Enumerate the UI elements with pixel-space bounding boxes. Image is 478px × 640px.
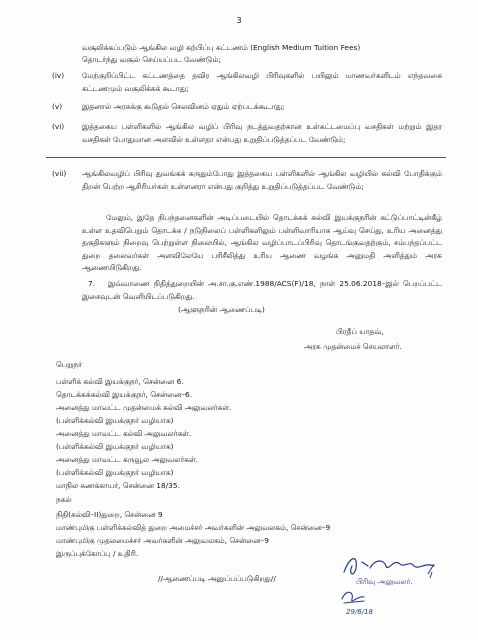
copy-line: நிதி(கல்வி–II)துறை, சென்னை 9 [56,510,163,519]
forwarded-note: //ஆணைப்படி அனுப்பப்படுகிறது// [158,574,276,583]
recipient-line: (பள்ளிக்கல்வி இயக்குநர் வழியாக) [56,442,174,451]
stamp-date: 29/6/18 [346,608,373,616]
intro-line-1: வசூலிக்கப்படும் ஆங்கில வழி கற்பிப்பு கட்டணம் (English Medium Tuition Fees) [82,43,361,52]
copy-heading: நகல் [56,495,72,504]
item-vii-text: ஆங்கிலவழிப் பிரிவு துவங்கக் கருதும்போது இத்தகைய பள்ளிகளில் ஆங்கில வழியில் கல்வி போதிக்கும் திறன் பெற்ற ஆசிரியர்கள் உள்ளனரா என்பது குறித்து உறுதிப்படுத்தப்பட வேண்டும்; [82,169,442,191]
recipient-line: மாநில கணக்காயர், சென்னை 18/35. [56,481,180,490]
item-number-v: (v) [52,102,63,111]
signatory-name: பிரதீப் யாதவ், [336,327,384,336]
item-vi-text: இத்தகைய பள்ளிகளில் ஆங்கில வழிப் பிரிவு நடத்துவதற்கான உள்கட்டமைப்பு வசதிகள் மற்றும் இதர வசதிகள் போதுமான அளவில் உள்ளதா என்பது உறுதிப்படுத்தப்பட வேண்டும்; [82,122,442,144]
recipient-line: (பள்ளிக்கல்வி இயக்குநர் வழியாக) [56,468,174,477]
recipients-heading: பெறுநர் [56,360,83,369]
signatory-title: அரசு முதன்மைச் செயலாளர். [304,342,402,351]
item-number-vii: (vii) [52,169,67,178]
recipient-line: தொடக்கக்கல்வி இயக்குநர், சென்னை–6. [56,390,193,399]
section-divider [46,157,446,158]
paragraph-7-number: 7. [88,279,96,288]
item-number-vi: (vi) [52,122,65,131]
paragraph-7-text: இவ்வாணை நிதித்துறையின் அ.சா.கு.எண்.1988/ACS(F)/18, நாள் 25.06.2018–இல் பெறப்பட்ட இசைவுடன் வெளியிடப்படுகிறது. [82,279,442,301]
section-officer: பிரிவு அலுவலர். [356,577,413,586]
copy-line: மாண்புமிகு முதலமைச்சர் அவர்களின் அலுவலகம், சென்னை–9 [56,536,269,545]
item-iv-text: மேற்குறிப்பிட்ட கட்டணத்தை தவிர ஆங்கிலவழி பிரிவுகளில் பயிலும் மாணவர்களிடம் எந்தவகை கட்டணமும் வசூலிக்கக் கூடாது; [82,71,442,93]
governor-order: (ஆளுநரின் ஆணைப்படி) [178,305,265,314]
recipient-line: அனைத்து மாவட்ட கல்வி அலுவலர்கள். [56,429,192,438]
item-v-text: இதனால் அரசுக்கு கூடுதல் செலவினம் ஏதும் ஏற்படக்கூடாது; [82,102,285,111]
recipient-line: அனைத்து மாவட்ட கருவூல அலுவலர்கள். [56,455,198,464]
copy-line: இருப்புக்கோப்பு / உதிரி. [56,549,139,558]
paragraph-conditions: மேலும், இதே நிபந்தனைகளின் அடிப்படையில் தொடக்கக் கல்வி இயக்குநரின் கட்டுப்பாட்டின்கீழ் உள்ள உதவிபெறும் தொடக்க / நடுநிலைப் பள்ளிகளிலும் பள்ளிவாரியாக ஆய்வு செய்து, உரிய அனைத்து தகுதிகளும் நிறைவு பெற்றுள்ள நிலையில், ஆங்கில வழிப்பாடப்பிரிவு தொடங்குவதற்கும், சம்பந்தப்பட்ட துறை தலைவர்கள் அளவிலேயே பரிசீலித்து உரிய ஆணை வழங்க அனுமதி அளித்தும் அரசு ஆணையிடுகிறது. [82,213,442,272]
recipient-line: அனைத்து மாவட்ட முதன்மைக் கல்வி அலுவலர்கள். [56,403,232,412]
copy-line: மாண்புமிகு பள்ளிக்கல்வித் துறை அமைச்சர் அவர்களின் அலுவலகம், சென்னை–9 [56,523,331,532]
intro-line-2: தொடர்ந்து வசூல் செய்யப்பட வேண்டும்; [82,55,221,64]
recipient-line: பள்ளிக் கல்வி இயக்குநர், சென்னை 6. [56,377,184,386]
page-number: 3 [236,16,242,25]
recipient-line: (பள்ளிக்கல்வி இயக்குநர் வழியாக) [56,416,174,425]
item-number-iv: (iv) [52,71,65,80]
